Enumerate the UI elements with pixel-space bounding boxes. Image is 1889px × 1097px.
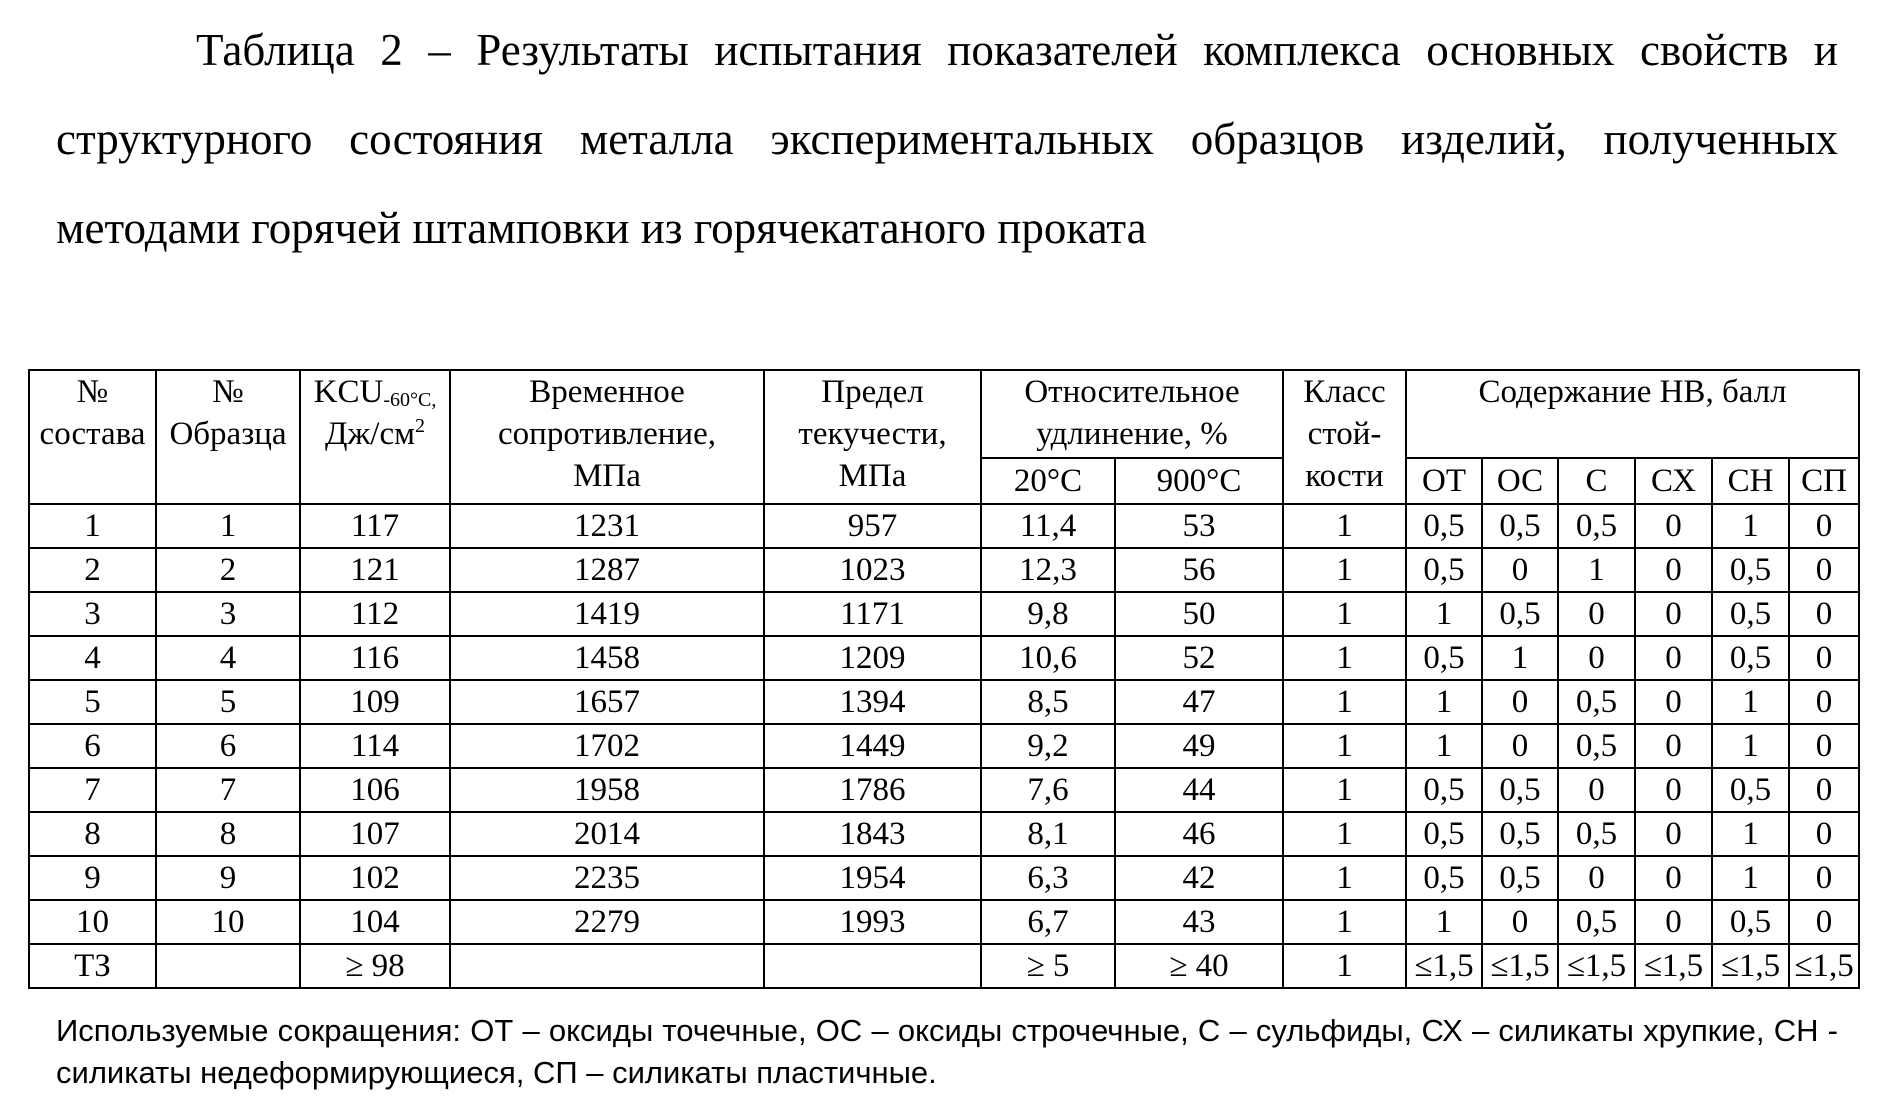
table-header (29, 370, 1859, 504)
table-cell: 0,5 (1712, 900, 1789, 944)
table-cell: 1449 (764, 724, 981, 768)
table-cell: 0 (1789, 548, 1859, 592)
table-row (29, 548, 1859, 592)
table-cell: 1993 (764, 900, 981, 944)
header-yield-strength: Предел текучести, МПа (764, 370, 981, 504)
table-cell: 4 (29, 636, 156, 680)
table-cell: 0,5 (1558, 504, 1635, 548)
table-cell: 1954 (764, 856, 981, 900)
table-cell: 0 (1789, 812, 1859, 856)
table-cell: 0 (1635, 900, 1712, 944)
table-cell: 12,3 (981, 548, 1115, 592)
table-row (29, 768, 1859, 812)
table-cell: 116 (300, 636, 450, 680)
table-cell: 4 (156, 636, 300, 680)
table-cell: 0 (1789, 856, 1859, 900)
table-cell: 46 (1115, 812, 1283, 856)
table-cell: 0 (1789, 636, 1859, 680)
table-cell: 1231 (450, 504, 764, 548)
table-cell: 43 (1115, 900, 1283, 944)
table-cell: 0 (1789, 900, 1859, 944)
table-row (29, 592, 1859, 636)
table-row (29, 856, 1859, 900)
table-cell: 1023 (764, 548, 981, 592)
table-cell: 1419 (450, 592, 764, 636)
header-nv-ot: ОТ (1406, 458, 1482, 504)
table-cell: 106 (300, 768, 450, 812)
table-cell: 1171 (764, 592, 981, 636)
table-cell: ≤1,5 (1558, 944, 1635, 988)
table-cell: 0,5 (1558, 680, 1635, 724)
header-nv-s: С (1558, 458, 1635, 504)
table-cell: ≤1,5 (1789, 944, 1859, 988)
table-cell: 8,5 (981, 680, 1115, 724)
table-cell: 0,5 (1482, 768, 1558, 812)
table-cell: 1 (1406, 592, 1482, 636)
table-cell: 0 (1635, 548, 1712, 592)
header-nv-os: ОС (1482, 458, 1558, 504)
table-cell: 50 (1115, 592, 1283, 636)
table-cell: 1 (1283, 504, 1406, 548)
table-cell: 7,6 (981, 768, 1115, 812)
table-cell: 0,5 (1406, 504, 1482, 548)
table-cell: 1958 (450, 768, 764, 812)
header-elongation-20c: 20°C (981, 458, 1115, 504)
table-cell: 0 (1789, 680, 1859, 724)
table-cell: 0,5 (1482, 504, 1558, 548)
table-cell: 2235 (450, 856, 764, 900)
table-row (29, 680, 1859, 724)
table-row (29, 900, 1859, 944)
table-cell: 0,5 (1558, 724, 1635, 768)
header-sample-no: № Образца (156, 370, 300, 504)
table-cell (156, 944, 300, 988)
table-cell: 8 (29, 812, 156, 856)
table-cell: 1 (29, 504, 156, 548)
table-cell: 2 (29, 548, 156, 592)
table-cell: 0,5 (1482, 592, 1558, 636)
table-cell: 1 (1712, 504, 1789, 548)
table-cell: 0,5 (1712, 548, 1789, 592)
table-cell: 0 (1635, 724, 1712, 768)
table-cell: 0,5 (1482, 812, 1558, 856)
table-body (29, 504, 1859, 988)
header-elongation-900c: 900°C (1115, 458, 1283, 504)
table-cell: 0 (1635, 768, 1712, 812)
table-cell: 10 (156, 900, 300, 944)
header-composition-no: № состава (29, 370, 156, 504)
table-cell: 9,8 (981, 592, 1115, 636)
table-cell: 6,3 (981, 856, 1115, 900)
table-cell: 2279 (450, 900, 764, 944)
table-cell: ≤1,5 (1635, 944, 1712, 988)
table-cell: 5 (156, 680, 300, 724)
table-cell: 6 (156, 724, 300, 768)
table-cell: 0,5 (1558, 812, 1635, 856)
table-cell: 957 (764, 504, 981, 548)
table-cell: 3 (29, 592, 156, 636)
table-cell: 1 (1283, 636, 1406, 680)
table-cell: 1 (1482, 636, 1558, 680)
table-cell: 49 (1115, 724, 1283, 768)
table-cell: 9 (29, 856, 156, 900)
table-row (29, 944, 1859, 988)
table-cell: 0 (1789, 724, 1859, 768)
table-cell: 1 (1283, 592, 1406, 636)
table-cell: 0 (1558, 636, 1635, 680)
table-cell: 1 (1712, 680, 1789, 724)
table-cell: 0,5 (1406, 636, 1482, 680)
table-cell: 9 (156, 856, 300, 900)
table-cell: 10 (29, 900, 156, 944)
table-cell: ≥ 40 (1115, 944, 1283, 988)
table-title: Таблица 2 – Результаты испытания показателей комплекса основных свойств и структурного состояния металла экспериментальных образцов изделий, полученных методами горячей штамповки из горячекатаного проката (56, 25, 1838, 253)
table-cell: 117 (300, 504, 450, 548)
table-cell: 1 (1406, 724, 1482, 768)
table-cell: ≥ 5 (981, 944, 1115, 988)
table-cell: 1 (1283, 768, 1406, 812)
table-cell: 2014 (450, 812, 764, 856)
table-cell: 0 (1482, 548, 1558, 592)
table-cell: ≤1,5 (1482, 944, 1558, 988)
table-cell: ≤1,5 (1406, 944, 1482, 988)
table-row (29, 636, 1859, 680)
table-cell: 2 (156, 548, 300, 592)
table-cell: 0 (1482, 900, 1558, 944)
header-resistance-class: Класс стой- кости (1283, 370, 1406, 504)
table-cell (764, 944, 981, 988)
table-cell: 0,5 (1406, 856, 1482, 900)
table-cell: 1657 (450, 680, 764, 724)
table-row (29, 812, 1859, 856)
table-cell: 1 (1712, 724, 1789, 768)
table-cell: 1 (1558, 548, 1635, 592)
table-cell: 42 (1115, 856, 1283, 900)
header-nv-sn: СН (1712, 458, 1789, 504)
table-cell: 109 (300, 680, 450, 724)
table-cell: 0 (1558, 592, 1635, 636)
table-cell: 0 (1482, 680, 1558, 724)
table-cell: 0,5 (1482, 856, 1558, 900)
table-cell: 0 (1789, 768, 1859, 812)
table-cell: 0 (1635, 680, 1712, 724)
table-cell: 0,5 (1406, 768, 1482, 812)
table-cell: 1394 (764, 680, 981, 724)
table-cell: 47 (1115, 680, 1283, 724)
table-cell: 8,1 (981, 812, 1115, 856)
header-elongation: Относительное удлинение, % (981, 370, 1283, 458)
table-cell: 0 (1789, 592, 1859, 636)
footnote: Используемые сокращения: ОТ – оксиды точечные, ОС – оксиды строчечные, С – сульфиды, СХ – силикаты хрупкие, СН - силикаты недеформирующиеся, СП – силикаты пластичные. (56, 1013, 1838, 1090)
table-cell: 0 (1558, 768, 1635, 812)
table-cell: ≥ 98 (300, 944, 450, 988)
table-cell: 6,7 (981, 900, 1115, 944)
table-cell: 104 (300, 900, 450, 944)
table-row (29, 724, 1859, 768)
table-cell: 5 (29, 680, 156, 724)
table-row (29, 504, 1859, 548)
table-cell: 56 (1115, 548, 1283, 592)
table-cell: 1 (1712, 856, 1789, 900)
table-cell: 112 (300, 592, 450, 636)
table-cell: 1209 (764, 636, 981, 680)
table-cell: 0 (1789, 504, 1859, 548)
table-cell: 0,5 (1406, 548, 1482, 592)
table-cell: 52 (1115, 636, 1283, 680)
table-cell: 0,5 (1712, 768, 1789, 812)
table-cell: 1 (1283, 900, 1406, 944)
table-cell: 1 (1283, 944, 1406, 988)
table-cell: 0 (1482, 724, 1558, 768)
header-nv-sp: СП (1789, 458, 1859, 504)
table-cell: 3 (156, 592, 300, 636)
table-cell: 0 (1558, 856, 1635, 900)
table-cell: 0 (1635, 636, 1712, 680)
table-cell: 10,6 (981, 636, 1115, 680)
table-cell: 11,4 (981, 504, 1115, 548)
table-cell: 1843 (764, 812, 981, 856)
table-cell: ТЗ (29, 944, 156, 988)
table-cell: 1 (1406, 680, 1482, 724)
table-cell: 53 (1115, 504, 1283, 548)
header-nv-sx: СХ (1635, 458, 1712, 504)
table-cell: 8 (156, 812, 300, 856)
table-cell: 1702 (450, 724, 764, 768)
table-cell: ≤1,5 (1712, 944, 1789, 988)
table-cell: 1 (1283, 680, 1406, 724)
table-cell: 0 (1635, 812, 1712, 856)
table-cell (450, 944, 764, 988)
table-cell: 44 (1115, 768, 1283, 812)
table-cell: 0,5 (1558, 900, 1635, 944)
table-cell: 0,5 (1712, 636, 1789, 680)
table-cell: 114 (300, 724, 450, 768)
table-cell: 7 (156, 768, 300, 812)
table-cell: 0 (1635, 856, 1712, 900)
table-cell: 6 (29, 724, 156, 768)
table-cell: 0 (1635, 592, 1712, 636)
table-cell: 1 (156, 504, 300, 548)
table-cell: 0 (1635, 504, 1712, 548)
results-table (28, 369, 1860, 989)
table-cell: 1458 (450, 636, 764, 680)
table-cell: 102 (300, 856, 450, 900)
header-kcu: $KCU_{-60^\circ C,}$ $Дж/см^2$ (300, 370, 450, 504)
table-cell: 0,5 (1406, 812, 1482, 856)
table-cell: 7 (29, 768, 156, 812)
header-nv-content: Содержание НВ, балл (1406, 370, 1859, 458)
table-cell: 1 (1406, 900, 1482, 944)
table-cell: 107 (300, 812, 450, 856)
table-cell: 9,2 (981, 724, 1115, 768)
header-tensile-strength: Временное сопротивление, МПа (450, 370, 764, 504)
table-cell: 1786 (764, 768, 981, 812)
table-cell: 1287 (450, 548, 764, 592)
table-cell: 1 (1283, 856, 1406, 900)
table-cell: 121 (300, 548, 450, 592)
table-cell: 1 (1283, 548, 1406, 592)
table-cell: 1 (1283, 812, 1406, 856)
table-cell: 1 (1712, 812, 1789, 856)
table-cell: 0,5 (1712, 592, 1789, 636)
table-cell: 1 (1283, 724, 1406, 768)
